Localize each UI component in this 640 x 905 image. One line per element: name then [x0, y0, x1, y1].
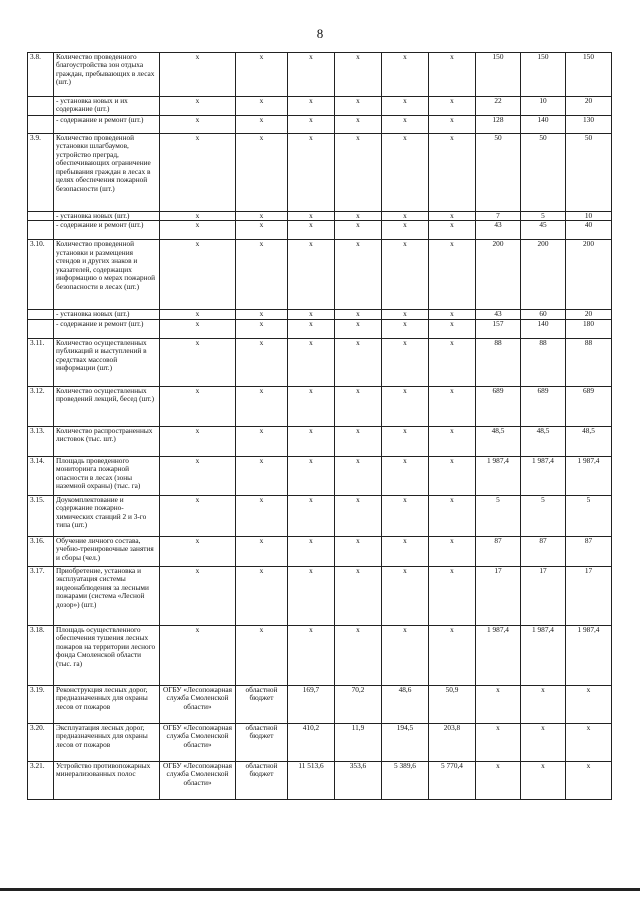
row-funding-source: х: [236, 310, 288, 319]
row-value: х: [288, 240, 335, 310]
row-value: 353,6: [335, 761, 382, 799]
row-executor: х: [160, 97, 236, 116]
row-value: 17: [521, 566, 566, 625]
row-value: 87: [566, 536, 612, 566]
row-value: х: [288, 338, 335, 386]
row-value: х: [288, 212, 335, 221]
row-name: Количество проведенной установки и размещения стендов и других знаков и указателей, содержащих информацию о мерах пожарной безопасности в лесах (шт.): [54, 240, 160, 310]
row-value: х: [335, 319, 382, 338]
row-funding-source: х: [236, 566, 288, 625]
row-value: х: [382, 240, 429, 310]
row-value: 150: [476, 53, 521, 97]
row-name: Обучение личного состава, учебно-тренировочные занятия и сборы (чел.): [54, 536, 160, 566]
row-funding-source: х: [236, 319, 288, 338]
row-funding-source: х: [236, 134, 288, 212]
table-row: [28, 761, 612, 799]
row-value: 140: [521, 116, 566, 134]
table-row: [28, 495, 612, 536]
row-executor: х: [160, 319, 236, 338]
bottom-rule: [0, 888, 640, 891]
row-executor: х: [160, 456, 236, 495]
row-value: х: [429, 310, 476, 319]
row-number: 3.19.: [28, 685, 54, 723]
row-value: 1 987,4: [521, 456, 566, 495]
row-executor: х: [160, 310, 236, 319]
row-funding-source: х: [236, 97, 288, 116]
row-funding-source: х: [236, 495, 288, 536]
row-value: 689: [521, 386, 566, 426]
table-row: [28, 221, 612, 240]
row-executor: х: [160, 221, 236, 240]
row-funding-source: х: [236, 212, 288, 221]
row-value: 150: [566, 53, 612, 97]
row-value: 48,6: [382, 685, 429, 723]
row-value: х: [335, 426, 382, 456]
row-executor: х: [160, 426, 236, 456]
table-row: [28, 625, 612, 685]
row-value: 70,2: [335, 685, 382, 723]
row-number: 3.8.: [28, 53, 54, 97]
row-executor: х: [160, 536, 236, 566]
table-row: [28, 310, 612, 319]
row-name: - установка новых (шт.): [54, 212, 160, 221]
row-value: х: [382, 97, 429, 116]
table-row: [28, 97, 612, 116]
row-value: х: [335, 53, 382, 97]
row-value: х: [335, 221, 382, 240]
row-value: 10: [521, 97, 566, 116]
row-value: х: [335, 240, 382, 310]
row-value: 88: [476, 338, 521, 386]
row-value: х: [382, 495, 429, 536]
row-value: 5: [521, 495, 566, 536]
row-name: - содержание и ремонт (шт.): [54, 221, 160, 240]
row-number: 3.17.: [28, 566, 54, 625]
row-value: 1 987,4: [476, 456, 521, 495]
row-name: Количество распространенных листовок (тыс. шт.): [54, 426, 160, 456]
table-row: [28, 53, 612, 97]
row-name: - содержание и ремонт (шт.): [54, 116, 160, 134]
row-value: 410,2: [288, 723, 335, 761]
row-funding-source: х: [236, 536, 288, 566]
row-name: Количество проведенной установки шлагбаумов, устройство преград, обеспечивающих ограничение пребывания граждан в лесах в целях обеспечения пожарной безопасности (шт.): [54, 134, 160, 212]
table-body: [28, 53, 612, 800]
row-funding-source: областной бюджет: [236, 761, 288, 799]
row-value: х: [335, 97, 382, 116]
row-value: х: [288, 495, 335, 536]
table-row: [28, 116, 612, 134]
row-name: Количество проведенного благоустройства зон отдыха граждан, пребывающих в лесах (шт.): [54, 53, 160, 97]
row-value: 88: [521, 338, 566, 386]
row-number: [28, 116, 54, 134]
row-number: 3.18.: [28, 625, 54, 685]
row-value: х: [521, 723, 566, 761]
row-value: 88: [566, 338, 612, 386]
row-value: 50: [476, 134, 521, 212]
row-value: 7: [476, 212, 521, 221]
table-row: [28, 456, 612, 495]
row-value: х: [382, 386, 429, 426]
row-value: х: [429, 319, 476, 338]
row-funding-source: х: [236, 240, 288, 310]
row-value: х: [382, 116, 429, 134]
table-row: [28, 319, 612, 338]
row-value: х: [335, 566, 382, 625]
row-executor: х: [160, 338, 236, 386]
row-value: х: [335, 495, 382, 536]
row-number: 3.14.: [28, 456, 54, 495]
row-value: х: [288, 53, 335, 97]
row-number: 3.21.: [28, 761, 54, 799]
row-value: х: [382, 625, 429, 685]
row-value: 50: [566, 134, 612, 212]
row-funding-source: х: [236, 456, 288, 495]
table-row: [28, 338, 612, 386]
row-number: [28, 97, 54, 116]
row-number: 3.13.: [28, 426, 54, 456]
row-value: х: [382, 134, 429, 212]
row-value: х: [382, 566, 429, 625]
row-value: 200: [566, 240, 612, 310]
row-name: Устройство противопожарных минерализованных полос: [54, 761, 160, 799]
row-value: х: [288, 625, 335, 685]
row-value: 1 987,4: [566, 456, 612, 495]
row-value: 130: [566, 116, 612, 134]
row-value: 87: [476, 536, 521, 566]
row-value: х: [476, 761, 521, 799]
row-value: 140: [521, 319, 566, 338]
row-value: х: [429, 97, 476, 116]
row-value: х: [288, 426, 335, 456]
row-value: 5: [476, 495, 521, 536]
row-value: 200: [521, 240, 566, 310]
row-value: х: [429, 456, 476, 495]
row-value: х: [382, 53, 429, 97]
row-value: 20: [566, 310, 612, 319]
row-funding-source: х: [236, 426, 288, 456]
row-name: - установка новых и их содержание (шт.): [54, 97, 160, 116]
row-name: Реконструкция лесных дорог, предназначенных для охраны лесов от пожаров: [54, 685, 160, 723]
row-value: х: [429, 116, 476, 134]
row-value: 22: [476, 97, 521, 116]
row-funding-source: х: [236, 221, 288, 240]
row-executor: х: [160, 240, 236, 310]
table-row: [28, 386, 612, 426]
row-value: 45: [521, 221, 566, 240]
row-funding-source: х: [236, 338, 288, 386]
row-value: х: [429, 386, 476, 426]
row-value: х: [566, 723, 612, 761]
row-value: х: [335, 338, 382, 386]
row-number: [28, 221, 54, 240]
table-row: [28, 685, 612, 723]
row-value: х: [429, 240, 476, 310]
indicators-table: [27, 52, 612, 800]
row-name: Количество осуществленных публикаций и выступлений в средствах массовой информации (шт.): [54, 338, 160, 386]
row-value: х: [335, 386, 382, 426]
row-executor: х: [160, 566, 236, 625]
row-value: х: [335, 116, 382, 134]
row-value: х: [429, 566, 476, 625]
row-value: х: [335, 536, 382, 566]
row-value: х: [429, 426, 476, 456]
row-value: х: [382, 338, 429, 386]
row-executor: х: [160, 495, 236, 536]
row-value: х: [335, 134, 382, 212]
row-value: х: [288, 134, 335, 212]
row-value: х: [566, 685, 612, 723]
table-row: [28, 566, 612, 625]
row-value: х: [429, 134, 476, 212]
row-executor: х: [160, 134, 236, 212]
row-funding-source: х: [236, 386, 288, 426]
row-value: 50,9: [429, 685, 476, 723]
row-value: х: [429, 625, 476, 685]
row-value: х: [382, 456, 429, 495]
row-executor: х: [160, 625, 236, 685]
row-value: 48,5: [521, 426, 566, 456]
row-value: 17: [566, 566, 612, 625]
row-value: 20: [566, 97, 612, 116]
row-value: х: [429, 53, 476, 97]
row-value: 11,9: [335, 723, 382, 761]
row-value: 5 389,6: [382, 761, 429, 799]
row-value: 43: [476, 221, 521, 240]
row-value: 60: [521, 310, 566, 319]
row-value: х: [429, 536, 476, 566]
row-executor: ОГБУ «Лесопожарная служба Смоленской области»: [160, 685, 236, 723]
row-value: х: [335, 456, 382, 495]
row-value: 5: [566, 495, 612, 536]
row-funding-source: х: [236, 53, 288, 97]
row-value: х: [335, 625, 382, 685]
row-value: х: [476, 685, 521, 723]
row-value: 5 770,4: [429, 761, 476, 799]
row-value: х: [429, 212, 476, 221]
row-name: Эксплуатация лесных дорог, предназначенных для охраны лесов от пожаров: [54, 723, 160, 761]
row-number: 3.12.: [28, 386, 54, 426]
row-value: 194,5: [382, 723, 429, 761]
row-value: 180: [566, 319, 612, 338]
row-value: 48,5: [476, 426, 521, 456]
table-row: [28, 536, 612, 566]
row-value: х: [288, 566, 335, 625]
row-value: 50: [521, 134, 566, 212]
table-row: [28, 723, 612, 761]
row-value: х: [288, 319, 335, 338]
row-value: 1 987,4: [566, 625, 612, 685]
row-executor: х: [160, 116, 236, 134]
row-value: 689: [476, 386, 521, 426]
row-name: - установка новых (шт.): [54, 310, 160, 319]
row-value: х: [566, 761, 612, 799]
row-value: 87: [521, 536, 566, 566]
row-value: х: [288, 536, 335, 566]
row-funding-source: х: [236, 625, 288, 685]
row-value: х: [429, 338, 476, 386]
row-number: 3.9.: [28, 134, 54, 212]
table-row: [28, 134, 612, 212]
row-value: х: [429, 221, 476, 240]
row-value: х: [335, 212, 382, 221]
row-value: х: [521, 685, 566, 723]
row-value: х: [521, 761, 566, 799]
row-value: 169,7: [288, 685, 335, 723]
row-name: - содержание и ремонт (шт.): [54, 319, 160, 338]
row-number: [28, 319, 54, 338]
row-value: х: [288, 116, 335, 134]
row-number: 3.20.: [28, 723, 54, 761]
row-value: 128: [476, 116, 521, 134]
row-value: 1 987,4: [476, 625, 521, 685]
row-value: х: [476, 723, 521, 761]
row-value: х: [382, 221, 429, 240]
row-executor: х: [160, 212, 236, 221]
row-value: х: [429, 495, 476, 536]
row-number: [28, 212, 54, 221]
row-executor: х: [160, 386, 236, 426]
row-funding-source: х: [236, 116, 288, 134]
row-value: 1 987,4: [521, 625, 566, 685]
row-name: Площадь проведенного мониторинга пожарной опасности в лесах (зоны наземной охраны) (тыс. га): [54, 456, 160, 495]
row-value: 17: [476, 566, 521, 625]
row-name: Доукомплектование и содержание пожарно-химических станций 2 и 3-го типа (шт.): [54, 495, 160, 536]
row-funding-source: областной бюджет: [236, 723, 288, 761]
row-value: 40: [566, 221, 612, 240]
row-value: х: [288, 456, 335, 495]
row-value: 11 513,6: [288, 761, 335, 799]
row-value: х: [288, 310, 335, 319]
row-value: х: [382, 426, 429, 456]
row-number: 3.11.: [28, 338, 54, 386]
row-value: х: [382, 536, 429, 566]
row-value: х: [288, 221, 335, 240]
row-name: Приобретение, установка и эксплуатация системы видеонаблюдения за лесными пожарами (система «Лесной дозор») (шт.): [54, 566, 160, 625]
row-value: х: [382, 319, 429, 338]
row-value: 200: [476, 240, 521, 310]
row-executor: х: [160, 53, 236, 97]
table-row: [28, 240, 612, 310]
row-number: 3.15.: [28, 495, 54, 536]
row-value: 203,8: [429, 723, 476, 761]
row-name: Площадь осуществленного обеспечения тушения лесных пожаров на территории лесного фонда Смоленской области (тыс. га): [54, 625, 160, 685]
row-value: 150: [521, 53, 566, 97]
row-value: 5: [521, 212, 566, 221]
row-value: 48,5: [566, 426, 612, 456]
row-number: 3.10.: [28, 240, 54, 310]
row-value: х: [335, 310, 382, 319]
row-value: х: [382, 212, 429, 221]
table-row: [28, 212, 612, 221]
row-funding-source: областной бюджет: [236, 685, 288, 723]
row-name: Количество осуществленных проведений лекций, бесед (шт.): [54, 386, 160, 426]
row-value: х: [382, 310, 429, 319]
row-executor: ОГБУ «Лесопожарная служба Смоленской области»: [160, 761, 236, 799]
row-number: [28, 310, 54, 319]
row-number: 3.16.: [28, 536, 54, 566]
row-value: 10: [566, 212, 612, 221]
row-value: 43: [476, 310, 521, 319]
row-value: х: [288, 97, 335, 116]
row-executor: ОГБУ «Лесопожарная служба Смоленской области»: [160, 723, 236, 761]
table-row: [28, 426, 612, 456]
row-value: 157: [476, 319, 521, 338]
row-value: х: [288, 386, 335, 426]
row-value: 689: [566, 386, 612, 426]
page-number: 8: [316, 26, 324, 41]
